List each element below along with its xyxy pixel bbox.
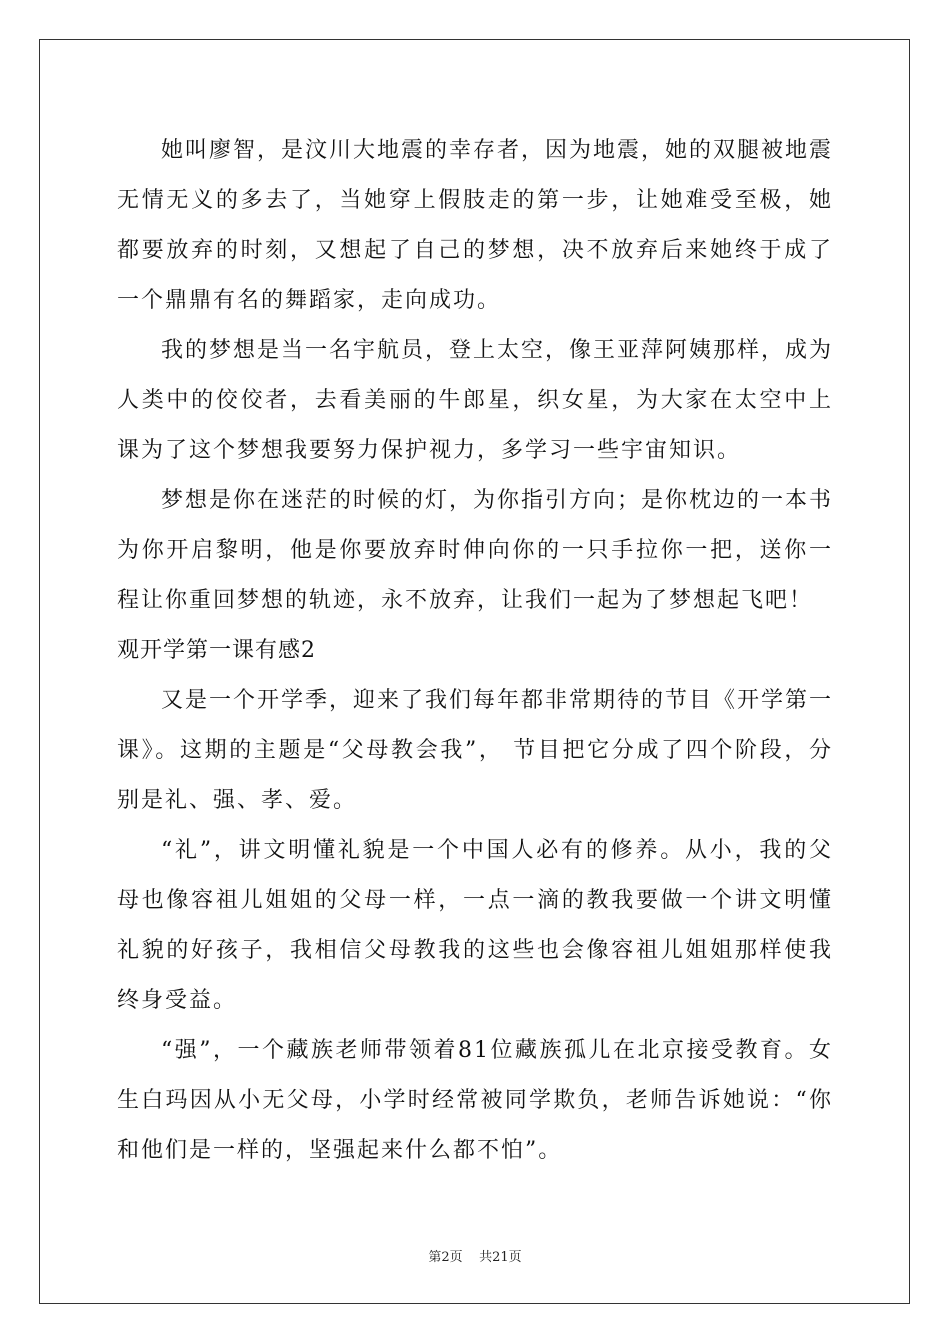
document-body xyxy=(117,126,833,1176)
page-footer xyxy=(0,1246,950,1265)
paragraph: “强”，一个藏族老师带领着81位藏族孤儿在北京接受教育。女生白玛因从小无父母，小学时经常被同学欺负，老师告诉她说：“你和他们是一样的，坚强起来什么都不怕”。 xyxy=(117,1038,833,1163)
paragraph: 梦想是你在迷茫的时候的灯，为你指引方向；是你枕边的一本书为你开启黎明，他是你要放弃时伸向你的一只手拉你一把，送你一程让你重回梦想的轨迹，永不放弃，让我们一起为了梦想起飞吧！ xyxy=(117,488,834,613)
paragraph: 又是一个开学季，迎来了我们每年都非常期待的节目《开学第一课》。这期的主题是“父母教会我”， 节目把它分成了四个阶段，分别是礼、强、孝、爱。 xyxy=(117,688,834,813)
section-heading: 观开学第一课有感2 xyxy=(117,638,316,663)
paragraph: 她叫廖智，是汶川大地震的幸存者，因为地震，她的双腿被地震无情无义的多去了，当她穿上假肢走的第一步，让她难受至极，她都要放弃的时刻，又想起了自己的梦想，决不放弃后来她终于成了一个鼎鼎有名的舞蹈家，走向成功。 xyxy=(117,138,834,313)
page-number: 第2页 xyxy=(428,1250,463,1265)
page-total: 共21页 xyxy=(479,1250,522,1265)
paragraph: 我的梦想是当一名宇航员，登上太空，像王亚萍阿姨那样，成为人类中的佼佼者，去看美丽的牛郎星，织女星，为大家在太空中上课为了这个梦想我要努力保护视力，多学习一些宇宙知识。 xyxy=(117,338,834,463)
paragraph: “礼”，讲文明懂礼貌是一个中国人必有的修养。从小，我的父母也像容祖儿姐姐的父母一样，一点一滴的教我要做一个讲文明懂礼貌的好孩子，我相信父母教我的这些也会像容祖儿姐姐那样使我终身受益。 xyxy=(117,838,833,1013)
